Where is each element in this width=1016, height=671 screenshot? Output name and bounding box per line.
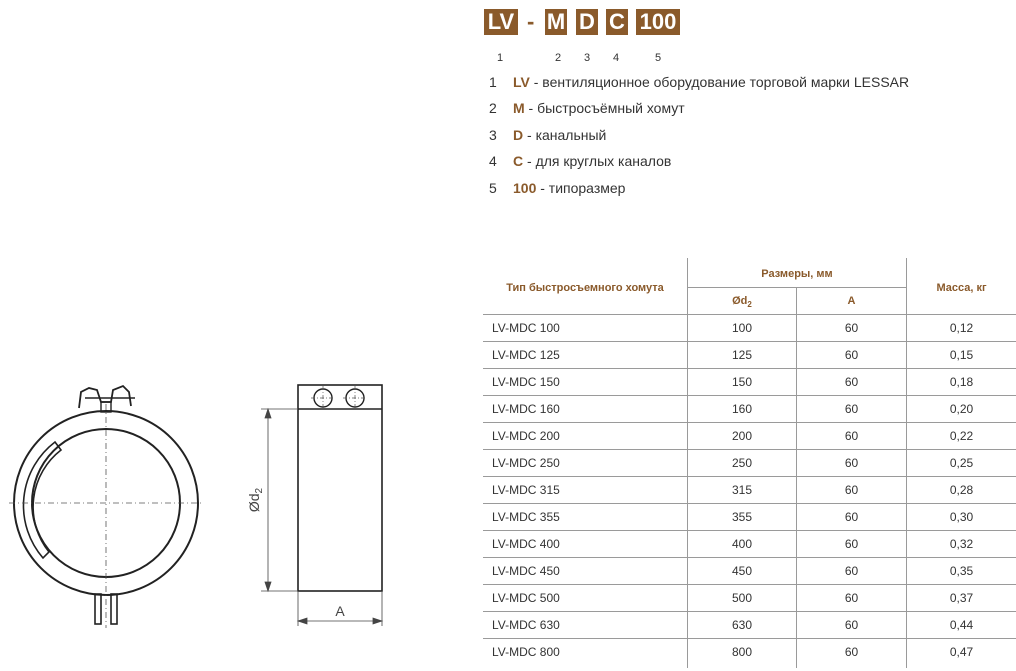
legend-desc: - канальный	[523, 127, 607, 143]
cell-a: 60	[844, 348, 859, 362]
code-segment-m: M	[546, 9, 566, 34]
col-header-od-text: Ød	[732, 295, 748, 307]
dim-label-od-text: Ød	[246, 493, 262, 513]
cell-type: LV-MDC 355	[492, 510, 560, 524]
clamp-top-latch	[79, 386, 131, 408]
cell-type: LV-MDC 400	[492, 537, 560, 551]
code-index-1: 1	[496, 52, 504, 64]
clamp-bottom-tab	[95, 594, 101, 624]
legend-key: 100	[513, 180, 537, 196]
cell-type: LV-MDC 450	[492, 564, 560, 578]
legend-key: LV	[513, 74, 530, 90]
code-index-5: 5	[654, 52, 662, 64]
col-header-mass: Масса, кг	[936, 282, 987, 294]
legend-num: 4	[489, 153, 497, 169]
legend-num: 2	[489, 100, 497, 116]
col-header-dimensions: Размеры, мм	[761, 268, 833, 280]
cell-od: 125	[731, 348, 753, 362]
cell-type: LV-MDC 150	[492, 375, 560, 389]
cell-mass: 0,25	[949, 456, 974, 470]
cell-od: 800	[731, 645, 753, 659]
cell-a: 60	[844, 645, 859, 659]
legend-desc: - типоразмер	[536, 180, 626, 196]
code-separator: -	[527, 9, 535, 34]
cell-mass: 0,30	[949, 510, 974, 524]
legend-num: 3	[489, 127, 497, 143]
legend-item	[489, 151, 671, 171]
legend-desc: - для круглых каналов	[523, 153, 672, 169]
cell-type: LV-MDC 250	[492, 456, 560, 470]
legend-key: M	[513, 100, 525, 116]
cell-type: LV-MDC 160	[492, 402, 560, 416]
cell-a: 60	[844, 375, 859, 389]
code-segment-d: D	[576, 9, 598, 35]
legend-desc: - быстросъёмный хомут	[524, 100, 685, 116]
cell-od: 630	[731, 618, 753, 632]
cell-mass: 0,20	[949, 402, 974, 416]
code-segment-lv: LV	[484, 9, 518, 35]
cell-a: 60	[844, 402, 859, 416]
cell-a: 60	[844, 537, 859, 551]
cell-od: 450	[731, 564, 753, 578]
cell-type: LV-MDC 500	[492, 591, 560, 605]
clamp-band-overlap	[23, 442, 61, 558]
cell-od: 500	[731, 591, 753, 605]
cell-type: LV-MDC 100	[492, 321, 560, 335]
code-segment-size: 100	[636, 9, 680, 35]
legend-key: D	[513, 127, 524, 143]
dim-arrow-icon	[298, 618, 307, 624]
cell-mass: 0,35	[949, 564, 974, 578]
cell-a: 60	[844, 456, 859, 470]
col-header-a: A	[847, 295, 856, 307]
cell-a: 60	[844, 510, 859, 524]
legend-item	[489, 125, 606, 145]
legend-item	[489, 178, 625, 198]
cell-a: 60	[844, 618, 859, 632]
legend-key: C	[513, 153, 524, 169]
cell-mass: 0,18	[949, 375, 974, 389]
dim-arrow-icon	[265, 582, 271, 591]
legend-num: 5	[489, 180, 497, 196]
code-segment-c: C	[606, 9, 628, 35]
code-index-4: 4	[612, 52, 620, 64]
cell-od: 400	[731, 537, 753, 551]
dim-label-od-sub: 2	[254, 487, 265, 494]
col-header-type: Тип быстросъемного хомута	[506, 282, 664, 294]
col-header-od-sub: 2	[747, 300, 752, 310]
cell-type: LV-MDC 200	[492, 429, 560, 443]
clamp-side-body	[298, 385, 382, 591]
cell-od: 200	[731, 429, 753, 443]
cell-mass: 0,12	[949, 321, 974, 335]
legend-num: 1	[489, 74, 497, 90]
cell-mass: 0,37	[949, 591, 974, 605]
cell-mass: 0,47	[949, 645, 974, 659]
dim-label-od	[246, 487, 265, 512]
legend-item	[489, 98, 685, 118]
code-index-3: 3	[583, 52, 591, 64]
cell-a: 60	[844, 483, 859, 497]
cell-type: LV-MDC 800	[492, 645, 560, 659]
dim-label-a: A	[335, 603, 345, 619]
cell-od: 250	[731, 456, 753, 470]
cell-a: 60	[844, 321, 859, 335]
clamp-bottom-tab	[111, 594, 117, 624]
cell-od: 315	[731, 483, 753, 497]
clamp-front-view	[5, 380, 215, 650]
grid-line	[687, 287, 906, 288]
cell-a: 60	[844, 564, 859, 578]
code-index-2: 2	[554, 52, 562, 64]
cell-a: 60	[844, 429, 859, 443]
dim-arrow-icon	[373, 618, 382, 624]
cell-mass: 0,28	[949, 483, 974, 497]
cell-od: 100	[731, 321, 753, 335]
cell-a: 60	[844, 591, 859, 605]
cell-type: LV-MDC 315	[492, 483, 560, 497]
cell-type: LV-MDC 630	[492, 618, 560, 632]
cell-mass: 0,22	[949, 429, 974, 443]
cell-od: 160	[731, 402, 753, 416]
cell-od: 355	[731, 510, 753, 524]
legend-item	[489, 72, 909, 92]
col-header-od	[688, 295, 796, 309]
legend-desc: - вентиляционное оборудование торговой марки LESSAR	[529, 74, 910, 90]
clamp-side-view	[235, 380, 385, 630]
cell-od: 150	[731, 375, 753, 389]
dim-arrow-icon	[265, 409, 271, 418]
cell-mass: 0,32	[949, 537, 974, 551]
cell-type: LV-MDC 125	[492, 348, 560, 362]
cell-mass: 0,15	[949, 348, 974, 362]
cell-mass: 0,44	[949, 618, 974, 632]
